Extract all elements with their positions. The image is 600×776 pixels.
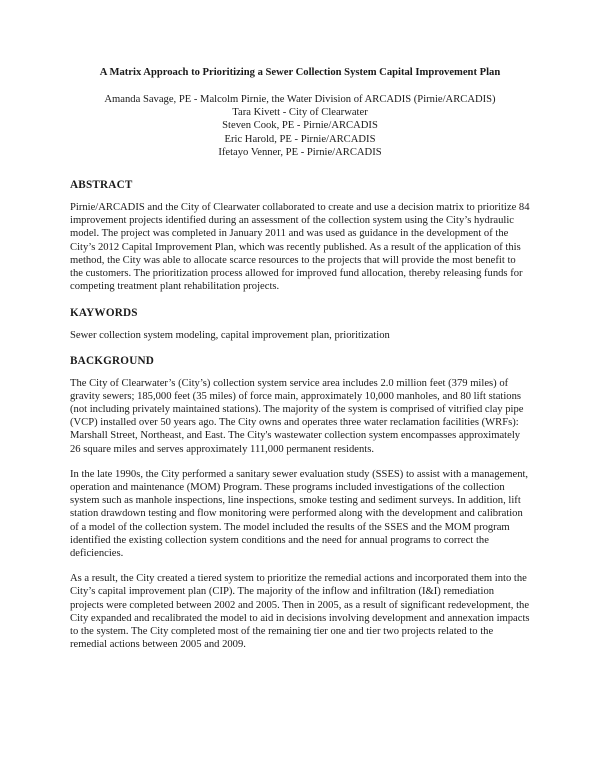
author-line: Eric Harold, PE - Pirnie/ARCADIS <box>224 133 376 145</box>
background-paragraph-1: The City of Clearwater’s (City’s) collection system service area includes 2.0 million feet (379 miles) of gravity sewers; 185,000 feet (35 miles) of force main, approximately 10,000 manholes, and 80 lift stations (not including privately maintained stations). The majority of the system is comprised of vitrified clay pipe (VCP) installed over 50 years ago. The City owns and operates three water reclamation facilities (WRFs): Marshall Street, Northeast, and East. The City's wastewater collection system encompasses approximately 26 square miles and serves approximately 111,000 permanent residents. <box>70 377 524 455</box>
author-line: Steven Cook, PE - Pirnie/ARCADIS <box>222 120 378 132</box>
keywords-section <box>70 307 530 342</box>
author-line: Ifetayo Venner, PE - Pirnie/ARCADIS <box>218 146 382 158</box>
keywords-text: Sewer collection system modeling, capital improvement plan, prioritization <box>70 330 390 342</box>
author-line: Tara Kivett - City of Clearwater <box>232 107 368 119</box>
background-section <box>70 355 530 652</box>
background-paragraph-3: As a result, the City created a tiered system to prioritize the remedial actions and incorporated them into the City’s capital improvement plan (CIP). The majority of the inflow and infiltration (I&I) remediation projects were completed between 2002 and 2005. Then in 2005, as a result of significant redevelopment, the City expanded and recalibrated the model to aid in decisions involving development and annexation impacts to the system. The City completed most of the remaining tier one and tier two projects related to the remedial actions between 2005 and 2009. <box>70 573 530 651</box>
abstract-section <box>70 179 530 293</box>
abstract-text: Pirnie/ARCADIS and the City of Clearwater collaborated to create and use a decision matrix to prioritize 84 improvement projects identified during an assessment of the collection system using the City’s hydraulic model. The project was completed in January 2011 and was used as guidance in the development of the City’s 2012 Capital Improvement Plan, which was recently published. As a result of the application of this method, the City was able to allocate scarce resources to the projects that will provide the most benefit to the customers. The prioritization process allowed for improved fund allocation, thereby releasing funds for competing treatment plant rehabilitation projects. <box>70 202 530 293</box>
author-line: Amanda Savage, PE - Malcolm Pirnie, the Water Division of ARCADIS (Pirnie/ARCADIS) <box>104 94 496 105</box>
author-list <box>70 93 530 159</box>
background-paragraph-2: In the late 1990s, the City performed a sanitary sewer evaluation study (SSES) to assist with a management, operation and maintenance (MOM) Program. These programs included investigations of the collection system such as manhole inspections, line inspections, smoke testing and sediment surveys. In addition, lift station drawdown testing and flow monitoring were performed along with the development and calibration of a model of the collection system. The model included the results of the SSES and the MOM program identified the existing collection system conditions and the need for annual programs to correct the deficiencies. <box>70 468 529 560</box>
keywords-heading: KAYWORDS <box>70 307 138 320</box>
paper-title: A Matrix Approach to Prioritizing a Sewer Collection System Capital Improvement Plan <box>99 67 501 78</box>
background-heading: BACKGROUND <box>70 354 155 367</box>
abstract-heading: ABSTRACT <box>70 179 133 192</box>
